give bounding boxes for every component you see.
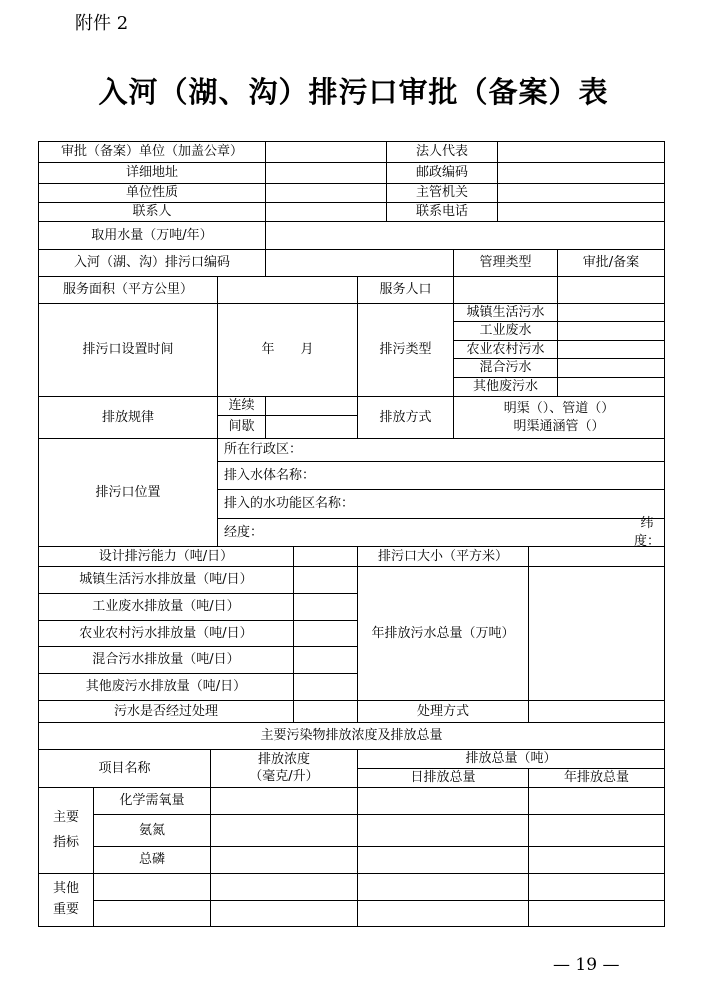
field-ammonia-annual[interactable] xyxy=(528,814,665,847)
label-mgmt-type: 管理类型 xyxy=(453,249,558,277)
other-important-line1: 其他 xyxy=(52,881,79,897)
field-cod-annual[interactable] xyxy=(528,787,665,815)
field-ammonia-concentration[interactable] xyxy=(210,814,358,847)
field-legal-rep[interactable] xyxy=(497,141,665,163)
field-type-agricultural[interactable] xyxy=(557,340,665,359)
label-discharge-type: 排污类型 xyxy=(357,303,454,397)
field-discharge-method[interactable] xyxy=(453,396,665,439)
field-water-intake[interactable] xyxy=(265,221,665,250)
indicator-ammonia: 氨氮 xyxy=(93,814,211,847)
field-contact[interactable] xyxy=(265,202,387,222)
pollutant-section-header: 主要污染物排放浓度及排放总量 xyxy=(38,722,665,750)
label-continuous: 连续 xyxy=(217,396,266,416)
page-number: — 19 — xyxy=(553,955,620,975)
field-other-name-2[interactable] xyxy=(93,900,211,927)
field-design-capacity[interactable] xyxy=(293,546,358,567)
field-postcode[interactable] xyxy=(497,162,665,184)
label-address: 详细地址 xyxy=(38,162,266,184)
header-concentration-unit: （毫克/升） xyxy=(249,768,319,784)
indicator-phosphorus: 总磷 xyxy=(93,846,211,874)
label-annual-total: 年排放污水总量（万吨） xyxy=(357,566,529,701)
field-other-annual-1[interactable] xyxy=(528,873,665,901)
label-unit-nature: 单位性质 xyxy=(38,183,266,203)
label-volume-other: 其他废污水排放量（吨/日） xyxy=(38,673,294,701)
label-latitude: 纬度： xyxy=(633,515,660,549)
field-service-pop-extra[interactable] xyxy=(557,276,665,304)
field-other-annual-2[interactable] xyxy=(528,900,665,927)
field-service-area[interactable] xyxy=(217,276,358,304)
type-agricultural: 农业农村污水 xyxy=(453,340,558,359)
label-contact: 联系人 xyxy=(38,202,266,222)
field-other-concentration-1[interactable] xyxy=(210,873,358,901)
type-mixed: 混合污水 xyxy=(453,358,558,378)
label-design-capacity: 设计排污能力（吨/日） xyxy=(38,546,294,567)
field-service-pop[interactable] xyxy=(453,276,558,304)
field-type-mixed[interactable] xyxy=(557,358,665,378)
type-other: 其他废污水 xyxy=(453,377,558,397)
header-item-name: 项目名称 xyxy=(38,749,211,788)
header-annual-total: 年排放总量 xyxy=(528,768,665,788)
field-continuous[interactable] xyxy=(265,396,358,416)
method-option-line2: 明渠通涵管（） xyxy=(513,418,605,434)
label-postcode: 邮政编码 xyxy=(386,162,498,184)
header-daily-total: 日排放总量 xyxy=(357,768,529,788)
label-treatment-method: 处理方式 xyxy=(357,700,529,723)
field-other-name-1[interactable] xyxy=(93,873,211,901)
field-volume-mixed[interactable] xyxy=(293,646,358,674)
field-unit[interactable] xyxy=(265,141,387,163)
label-discharge-method: 排放方式 xyxy=(357,396,454,439)
field-volume-other[interactable] xyxy=(293,673,358,701)
main-indicators-line1: 主要 xyxy=(52,809,79,825)
field-volume-urban[interactable] xyxy=(293,566,358,594)
label-location: 排污口位置 xyxy=(38,438,218,547)
field-ammonia-daily[interactable] xyxy=(357,814,529,847)
field-function-zone[interactable]: 排入的水功能区名称： xyxy=(217,489,665,519)
header-total: 排放总量（吨） xyxy=(357,749,665,769)
label-outlet-size: 排污口大小（平方米） xyxy=(357,546,529,567)
label-water-intake: 取用水量（万吨/年） xyxy=(38,221,266,250)
field-phone[interactable] xyxy=(497,202,665,222)
label-longitude: 经度： xyxy=(224,524,264,540)
field-type-industrial[interactable] xyxy=(557,321,665,341)
field-volume-agricultural[interactable] xyxy=(293,620,358,647)
type-urban: 城镇生活污水 xyxy=(453,303,558,322)
label-intermittent: 间歇 xyxy=(217,415,266,439)
field-other-concentration-2[interactable] xyxy=(210,900,358,927)
label-volume-urban: 城镇生活污水排放量（吨/日） xyxy=(38,566,294,594)
field-type-other[interactable] xyxy=(557,377,665,397)
label-volume-agricultural: 农业农村污水排放量（吨/日） xyxy=(38,620,294,647)
field-phosphorus-concentration[interactable] xyxy=(210,846,358,874)
field-coordinates[interactable] xyxy=(217,515,665,549)
field-cod-daily[interactable] xyxy=(357,787,529,815)
field-other-daily-2[interactable] xyxy=(357,900,529,927)
label-unit: 审批（备案）单位（加盖公章） xyxy=(38,141,266,163)
field-unit-nature[interactable] xyxy=(265,183,387,203)
label-service-pop: 服务人口 xyxy=(357,276,454,304)
label-volume-mixed: 混合污水排放量（吨/日） xyxy=(38,646,294,674)
label-authority: 主管机关 xyxy=(386,183,498,203)
attachment-label: 附件 2 xyxy=(75,13,129,34)
label-legal-rep: 法人代表 xyxy=(386,141,498,163)
header-concentration xyxy=(210,749,358,788)
main-indicators-line2: 指标 xyxy=(52,834,79,850)
page-title: 入河（湖、沟）排污口审批（备案）表 xyxy=(98,75,609,109)
label-approval-filing: 审批/备案 xyxy=(557,249,665,277)
label-outlet-code: 入河（湖、沟）排污口编码 xyxy=(38,249,266,277)
field-authority[interactable] xyxy=(497,183,665,203)
field-water-body[interactable]: 排入水体名称： xyxy=(217,461,665,490)
field-treated[interactable] xyxy=(293,700,358,723)
field-setup-time[interactable]: 年 月 xyxy=(217,303,358,397)
label-treated: 污水是否经过处理 xyxy=(38,700,294,723)
label-service-area: 服务面积（平方公里） xyxy=(38,276,218,304)
field-address[interactable] xyxy=(265,162,387,184)
method-option-line1: 明渠（）、管道（） xyxy=(503,400,615,416)
label-discharge-pattern: 排放规律 xyxy=(38,396,218,439)
type-industrial: 工业废水 xyxy=(453,321,558,341)
label-phone: 联系电话 xyxy=(386,202,498,222)
header-concentration-label: 排放浓度 xyxy=(257,752,310,768)
field-other-daily-1[interactable] xyxy=(357,873,529,901)
field-intermittent[interactable] xyxy=(265,415,358,439)
field-cod-concentration[interactable] xyxy=(210,787,358,815)
field-admin-area[interactable]: 所在行政区： xyxy=(217,438,665,462)
field-annual-total[interactable] xyxy=(528,566,665,701)
label-setup-time: 排污口设置时间 xyxy=(38,303,218,397)
field-outlet-code[interactable] xyxy=(265,249,454,277)
field-type-urban[interactable] xyxy=(557,303,665,322)
label-volume-industrial: 工业废水排放量（吨/日） xyxy=(38,593,294,621)
field-phosphorus-daily[interactable] xyxy=(357,846,529,874)
label-main-indicators xyxy=(38,787,94,874)
other-important-line2: 重要 xyxy=(52,902,79,917)
label-other-important xyxy=(38,873,94,927)
indicator-cod: 化学需氧量 xyxy=(93,787,211,815)
field-outlet-size[interactable] xyxy=(528,546,665,567)
field-treatment-method[interactable] xyxy=(528,700,665,723)
field-volume-industrial[interactable] xyxy=(293,593,358,621)
field-phosphorus-annual[interactable] xyxy=(528,846,665,874)
